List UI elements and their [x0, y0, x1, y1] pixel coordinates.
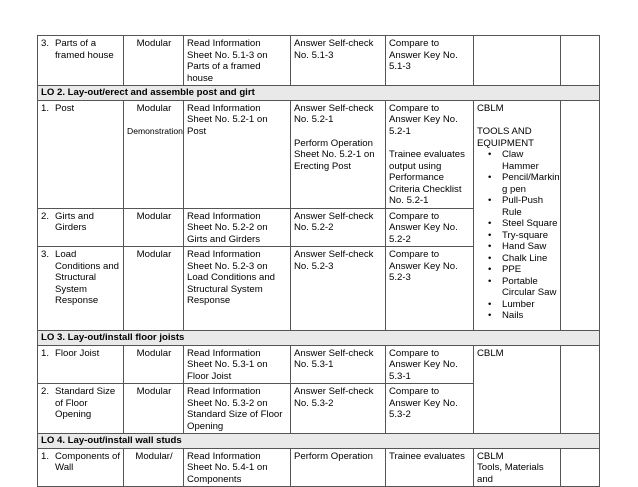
- resources-title: CBLM: [477, 102, 504, 114]
- feedback-cell: Compare to Answer Key No. 5.3-1: [386, 345, 474, 384]
- practice-cell: Answer Self-check No. 5.1-3: [291, 36, 386, 86]
- modality-cell: Modular/: [124, 448, 184, 487]
- modality-label: Demonstration: [127, 126, 183, 136]
- feedback-item: Trainee evaluates output using Performance Criteria Checklist No. 5.2-1: [389, 149, 465, 206]
- time-cell: [561, 345, 600, 434]
- list-item: • Try-square: [488, 230, 558, 242]
- section-header-lo2: [38, 86, 600, 101]
- resources-subtitle: TOOLS AND EQUIPMENT: [477, 126, 535, 149]
- section-header-lo4: [38, 434, 600, 449]
- list-item: • Pencil/Markin g pen: [488, 172, 558, 195]
- modality-cell: Modular: [124, 247, 184, 331]
- time-cell: [561, 100, 600, 331]
- list-item: • Lumber: [488, 299, 558, 311]
- table-row: [38, 345, 600, 384]
- time-cell: [561, 36, 600, 86]
- feedback-cell: Trainee evaluates: [386, 448, 474, 487]
- section-title: LO 3. Lay-out/install floor joists: [38, 331, 600, 346]
- practice-cell: Answer Self-check No. 5.3-2: [291, 384, 386, 434]
- resources-cell: [474, 36, 561, 86]
- list-item: • PPE: [488, 264, 558, 276]
- list-item: • Chalk Line: [488, 253, 558, 265]
- presentation-cell: Read Information Sheet No. 5.3-2 on Standard Size of Floor Opening: [184, 384, 291, 434]
- list-item: • Claw Hammer: [488, 149, 558, 172]
- presentation-cell: Read Information Sheet No. 5.2-2 on Girts and Girders: [184, 208, 291, 247]
- table-row: [38, 100, 600, 208]
- modality-cell: Modular: [124, 208, 184, 247]
- presentation-cell: Read Information Sheet No. 5.1-3 on Parts of a framed house: [184, 36, 291, 86]
- table-row: [38, 448, 600, 487]
- resources-cell: CBLM: [474, 345, 561, 434]
- resources-subtitle: Tools, Materials and: [477, 462, 544, 485]
- list-item: • Hand Saw: [488, 241, 558, 253]
- resources-cell: [474, 100, 561, 331]
- section-header-lo3: [38, 331, 600, 346]
- time-cell: [561, 448, 600, 487]
- presentation-cell: Read Information Sheet No. 5.4-1 on Components: [184, 448, 291, 487]
- resources-cell: [474, 448, 561, 487]
- practice-cell: [291, 100, 386, 208]
- feedback-cell: [386, 100, 474, 208]
- learning-content-cell: 1. Post: [38, 100, 124, 208]
- practice-item: Perform Operation Sheet No. 5.2-1 on Erecting Post: [294, 137, 375, 172]
- learning-content-cell: 2. Standard Size of Floor Opening: [38, 384, 124, 434]
- practice-cell: Answer Self-check No. 5.2-2: [291, 208, 386, 247]
- learning-content-cell: 1. Components of Wall: [38, 448, 124, 487]
- learning-content-cell: 3. Load Conditions and Structural System Response: [38, 247, 124, 331]
- feedback-cell: Compare to Answer Key No. 5.3-2: [386, 384, 474, 434]
- presentation-cell: Read Information Sheet No. 5.2-1 on Post: [184, 100, 291, 208]
- section-title: LO 4. Lay-out/install wall studs: [38, 434, 600, 449]
- resources-title: CBLM: [477, 450, 504, 462]
- list-item: • Portable Circular Saw: [488, 276, 558, 299]
- list-item: • Nails: [488, 310, 558, 322]
- table-row: [38, 36, 600, 86]
- practice-item: Answer Self-check No. 5.2-1: [294, 102, 374, 125]
- feedback-cell: Compare to Answer Key No. 5.2-3: [386, 247, 474, 331]
- feedback-cell: Compare to Answer Key No. 5.1-3: [386, 36, 474, 86]
- tools-list: [477, 149, 558, 322]
- modality-cell: Modular: [124, 384, 184, 434]
- learning-content-cell: 1. Floor Joist: [38, 345, 124, 384]
- presentation-cell: Read Information Sheet No. 5.2-3 on Load Conditions and Structural System Response: [184, 247, 291, 331]
- presentation-cell: Read Information Sheet No. 5.3-1 on Floor Joist: [184, 345, 291, 384]
- learning-content-cell: 2. Girts and Girders: [38, 208, 124, 247]
- practice-cell: Answer Self-check No. 5.2-3: [291, 247, 386, 331]
- modality-cell: [124, 100, 184, 208]
- learning-content-cell: 3. Parts of a framed house: [38, 36, 124, 86]
- section-title: LO 2. Lay-out/erect and assemble post and girt: [38, 86, 600, 101]
- feedback-cell: Compare to Answer Key No. 5.2-2: [386, 208, 474, 247]
- training-plan-table: [37, 35, 600, 487]
- practice-cell: Answer Self-check No. 5.3-1: [291, 345, 386, 384]
- modality-cell: Modular: [124, 345, 184, 384]
- practice-cell: Perform Operation: [291, 448, 386, 487]
- list-item: • Steel Square: [488, 218, 558, 230]
- list-item: • Pull-Push Rule: [488, 195, 558, 218]
- modality-cell: Modular: [124, 36, 184, 86]
- modality-label: Modular: [136, 102, 172, 114]
- feedback-item: Compare to Answer Key No. 5.2-1: [389, 102, 458, 137]
